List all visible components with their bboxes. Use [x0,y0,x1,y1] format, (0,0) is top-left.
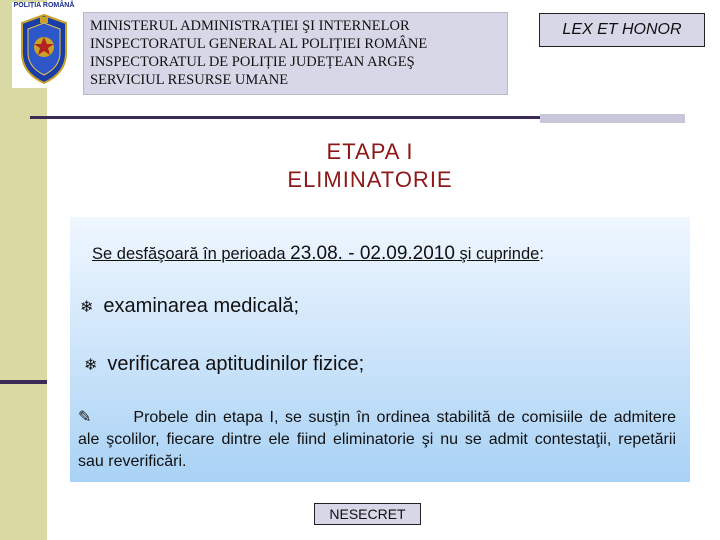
snowflake-bullet-icon: ❄ [80,299,94,316]
list-item [84,353,364,376]
list-item-text: verificarea aptitudinilor fizice; [107,353,365,375]
header-line-service: SERVICIUL RESURSE UMANE [90,72,289,88]
header-line-county-inspectorate: INSPECTORATUL DE POLIȚIE JUDEȚEAN ARGEŞ [90,54,415,70]
intro-period: 23.08. - 02.09.2010 [290,243,455,264]
title-line-eliminatory: ELIMINATORIE [287,167,453,192]
content-panel [70,217,690,482]
intro-after: şi cuprinde [454,245,540,263]
title-line-stage: ETAPA I [326,139,414,164]
intro-text [92,243,544,265]
header-divider-accent [540,114,685,123]
motto-badge: LEX ET HONOR [539,13,705,47]
institution-header [83,12,508,95]
police-crest-icon [18,13,70,85]
procedure-note [78,407,676,473]
page-title [240,138,500,194]
logo-caption: POLIȚIA ROMÂNĂ [13,2,75,9]
left-bar-accent [0,380,47,384]
classification-stamp: NESECRET [314,503,421,525]
intro-before: Se desfăşoară în perioada [92,245,291,263]
intro-colon: : [539,245,544,263]
header-line-ministry: MINISTERUL ADMINISTRAȚIEI ŞI INTERNELOR [90,18,410,34]
police-logo [12,2,76,88]
header-line-general-inspectorate: INSPECTORATUL GENERAL AL POLIȚIEI ROMÂNE [90,36,428,52]
snowflake-bullet-icon: ❄ [84,357,98,374]
list-item-text: examinarea medicală; [103,295,300,317]
pen-note-icon: ✎ [78,409,92,426]
list-item [80,295,299,318]
header-divider [30,116,540,119]
procedure-note-text: Probele din etapa I, se susţin în ordinea stabilită de comisiile de admitere ale şcolilor, fiecare dintre ele fiind eliminatorie şi nu se admit contestaţii, repetării sau reverificări. [78,409,676,470]
